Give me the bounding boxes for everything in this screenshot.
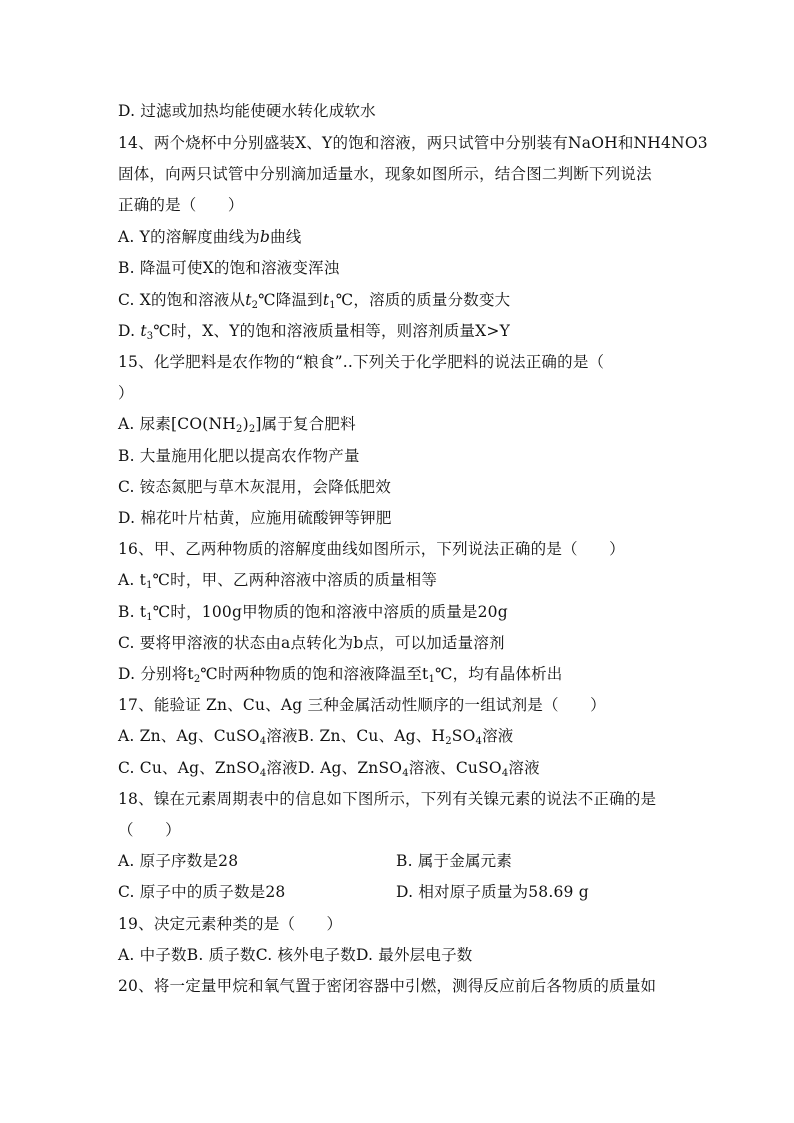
q14-stem-line-1: 14、两个烧杯中分别盛装X、Y的饱和溶液，两只试管中分别装有NaOH和NH4NO3 (118, 134, 708, 152)
q16-option-d: D. 分别将$t_2℃$时两种物质的饱和溶液降温至$t_1℃$，均有晶体析出 (118, 665, 563, 685)
q15-option-a: A. 尿素$[CO(NH_2)_2]$属于复合肥料 (118, 415, 356, 435)
q15-option-d: D. 棉花叶片枯黄，应施用硫酸钾等钾肥 (118, 509, 392, 527)
q14-option-c: C. X的饱和溶液从$t_2℃$降温到$t_1℃$，溶质的质量分数变大 (118, 291, 511, 311)
q18-options-cd (118, 882, 678, 902)
q16-option-b: B. $t_1℃$时，100g甲物质的饱和溶液中溶质的质量是20g (118, 603, 508, 623)
q16-option-c: C. 要将甲溶液的状态由a点转化为b点，可以加适量溶剂 (118, 634, 505, 652)
q19-stem: 19、决定元素种类的是（ ） (118, 915, 343, 933)
q18-option-a: A. 原子序数是28 (118, 852, 239, 870)
q14-option-a: A. Y的溶解度曲线为b曲线 (118, 228, 302, 246)
q18-option-d: D. 相对原子质量为58.69 g (396, 883, 589, 901)
q18-option-c: C. 原子中的质子数是28 (118, 883, 286, 901)
q14-option-d: D. $t_3℃$时，X、Y的饱和溶液质量相等，则溶剂质量X>Y (118, 322, 511, 342)
q14-stem-line-2: 固体，向两只试管中分别滴加适量水，现象如图所示，结合图二判断下列说法 (118, 165, 652, 183)
q16-stem: 16、甲、乙两种物质的溶解度曲线如图所示，下列说法正确的是（ ） (118, 540, 625, 558)
q19-options: A. 中子数B. 质子数C. 核外电子数D. 最外层电子数 (118, 946, 473, 964)
q18-stem-line-2: （ ） (118, 821, 181, 839)
q13-option-d: D. 过滤或加热均能使硬水转化成软水 (118, 102, 376, 120)
q17-stem: 17、能验证 Zn、Cu、Ag 三种金属活动性顺序的一组试剂是（ ） (118, 696, 606, 714)
q16-option-a: A. $t_1℃$时，甲、乙两种溶液中溶质的质量相等 (118, 571, 438, 591)
q14-option-b: B. 降温可使X的饱和溶液变浑浊 (118, 259, 340, 277)
q15-option-b: B. 大量施用化肥以提高农作物产量 (118, 447, 360, 465)
q18-option-b: B. 属于金属元素 (396, 852, 513, 870)
q17-options-ab: A. Zn、Ag、CuSO$_4$溶液B. Zn、Cu、Ag、$H_2SO_4$溶液 (118, 727, 514, 747)
q14-stem-line-3: 正确的是（ ） (118, 196, 244, 214)
q15-stem-line-1: 15、化学肥料是农作物的“粮食”..下列关于化学肥料的说法正确的是（ (118, 353, 605, 371)
q20-stem: 20、将一定量甲烷和氧气置于密闭容器中引燃，测得反应前后各物质的质量如 (118, 977, 657, 995)
q18-options-ab (118, 851, 678, 871)
q18-stem-line-1: 18、镍在元素周期表中的信息如下图所示，下列有关镍元素的说法不正确的是 (118, 790, 657, 808)
q15-stem-line-2: ） (118, 384, 134, 402)
q15-option-c: C. 铵态氮肥与草木灰混用，会降低肥效 (118, 478, 391, 496)
q17-options-cd: C. Cu、Ag、ZnSO$_4$溶液D. Ag、ZnSO$_4$溶液、CuSO$_4$溶液 (118, 759, 540, 779)
